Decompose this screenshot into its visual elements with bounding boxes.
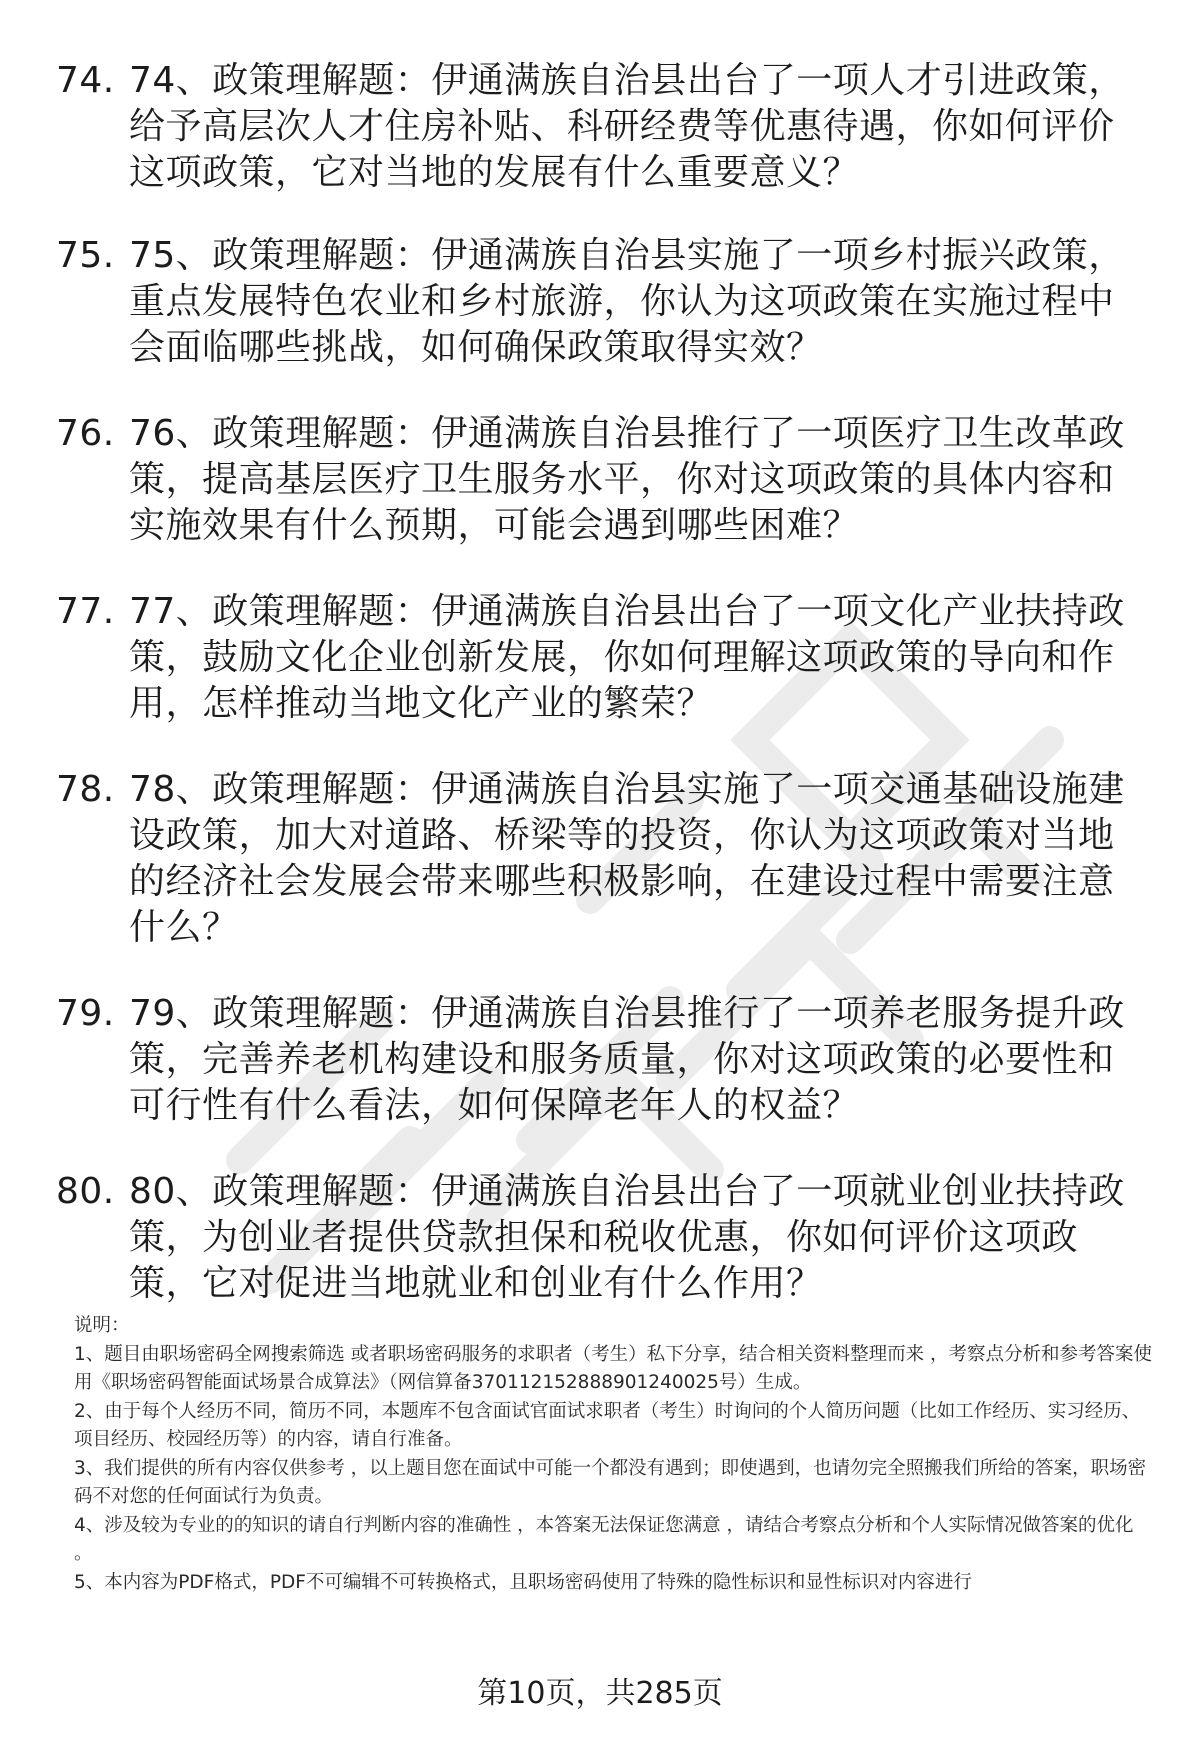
- note-item: 4、涉及较为专业的的知识的请自行判断内容的准确性 ，本答案无法保证您满意 ，请结合考察点分析和个人实际情况做答案的优化 。: [74, 1514, 1134, 1564]
- question-text: 80、政策理解题：伊通满族自治县出台了一项就业创业扶持政策，为创业者提供贷款担保和税收优惠，你如何评价这项政策，它对促进当地就业和创业有什么作用？: [129, 1171, 1125, 1304]
- question-text: 76、政策理解题：伊通满族自治县推行了一项医疗卫生改革政策，提高基层医疗卫生服务水平，你对这项政策的具体内容和实施效果有什么预期，可能会遇到哪些困难？: [129, 413, 1125, 546]
- page-indicator: 第10页，共285页: [477, 1676, 723, 1711]
- question-text: 75、政策理解题：伊通满族自治县实施了一项乡村振兴政策，重点发展特色农业和乡村旅游，你认为这项政策在实施过程中会面临哪些挑战，如何确保政策取得实效？: [129, 235, 1125, 368]
- question-item: [56, 1169, 1146, 1307]
- question-number: 78.: [56, 769, 115, 810]
- note-item: 3、我们提供的所有内容仅供参考 ，以上题目您在面试中可能一个都没有遇到；即使遇到，也请勿完全照搬我们所给的答案，职场密码不对您的任何面试行为负责。: [74, 1457, 1147, 1507]
- question-item: [56, 589, 1146, 727]
- question-number: 79.: [56, 993, 115, 1034]
- question-item: [56, 233, 1146, 371]
- question-text: 79、政策理解题：伊通满族自治县推行了一项养老服务提升政策，完善养老机构建设和服务质量，你对这项政策的必要性和可行性有什么看法，如何保障老年人的权益？: [129, 993, 1125, 1126]
- question-number: 74.: [56, 60, 115, 101]
- note-item: 1、题目由职场密码全网搜索筛选 或者职场密码服务的求职者（考生）私下分享，结合相关资料整理而来 ，考察点分析和参考答案使用《职场密码智能面试场景合成算法》（网信算备370112152888901240025号）生成。: [74, 1343, 1153, 1393]
- question-item: [56, 767, 1146, 951]
- question-number: 77.: [56, 591, 115, 632]
- question-number: 76.: [56, 413, 115, 454]
- note-item: 2、由于每个人经历不同，简历不同，本题库不包含面试官面试求职者（考生）时询问的个人简历问题（比如工作经历、实习经历、项目经历、校园经历等）的内容，请自行准备。: [74, 1400, 1141, 1450]
- note-item: 5、本内容为PDF格式，PDF不可编辑不可转换格式，且职场密码使用了特殊的隐性标识和显性标识对内容进行: [74, 1571, 972, 1593]
- notes-heading: 说明：: [74, 1315, 130, 1336]
- question-number: 75.: [56, 235, 115, 276]
- question-text: 77、政策理解题：伊通满族自治县出台了一项文化产业扶持政策，鼓励文化企业创新发展，你如何理解这项政策的导向和作用，怎样推动当地文化产业的繁荣？: [129, 591, 1125, 724]
- question-number: 80.: [56, 1171, 115, 1212]
- question-text: 78、政策理解题：伊通满族自治县实施了一项交通基础设施建设政策，加大对道路、桥梁等的投资，你认为这项政策对当地的经济社会发展会带来哪些积极影响，在建设过程中需要注意什么？: [129, 769, 1125, 948]
- question-item: [56, 58, 1146, 196]
- question-list: [56, 58, 1146, 1347]
- notes-section: [74, 1312, 1154, 1597]
- question-text: 74、政策理解题：伊通满族自治县出台了一项人才引进政策，给予高层次人才住房补贴、科研经费等优惠待遇，你如何评价这项政策，它对当地的发展有什么重要意义？: [129, 60, 1125, 193]
- question-item: [56, 411, 1146, 549]
- question-item: [56, 991, 1146, 1129]
